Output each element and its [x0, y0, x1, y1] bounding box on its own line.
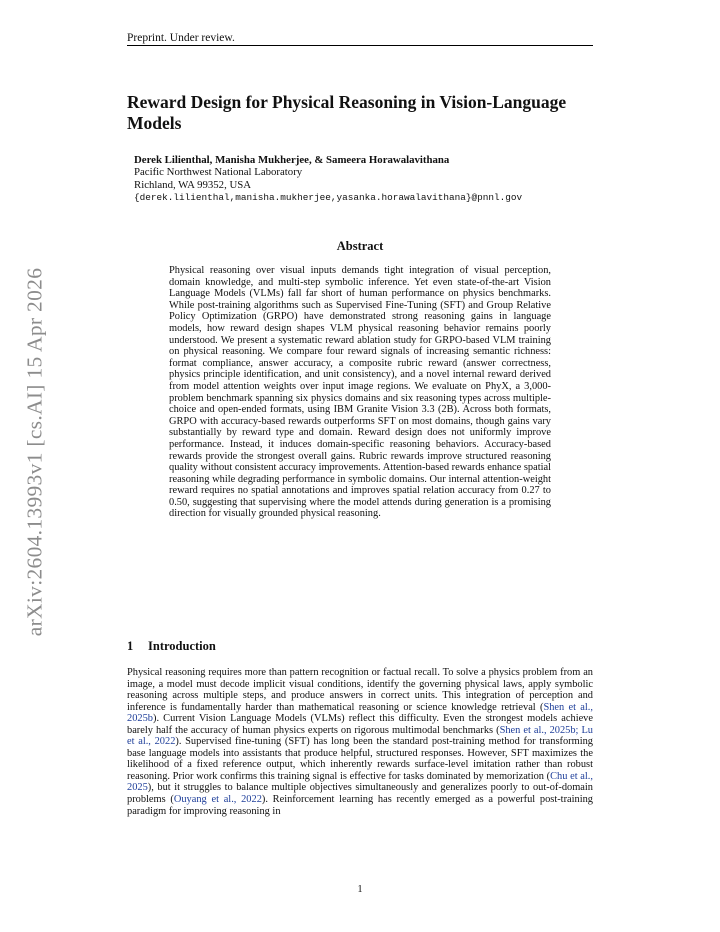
section-number: 1 — [127, 639, 134, 653]
body-text-segment: ). Supervised fine-tuning (SFT) has long been the standard post-training method for transforming base language models into assistants that produce helpful, structured responses. However, SFT maximizes the likelihood of a fixed reference output, which inherently rewards surface-level imitation rather than robust reasoning. Prior work confirms this training signal is effective for tasks dominated by memorization ( — [127, 736, 593, 782]
body-text-segment: ). Reinforcement learning has recently emerged as a powerful post-training paradigm for improving reasoning in — [127, 794, 593, 817]
body-text-segment: ). Current Vision Language Models (VLMs) reflect this difficulty. Even the strongest models achieve barely half the accuracy of human physics experts on rigorous multimodal benchmarks ( — [127, 713, 593, 736]
body-text-segment: Physical reasoning requires more than pattern recognition or factual recall. To solve a physics problem from an image, a model must decode implicit visual conditions, identify the governing physical laws, apply symbolic reasoning across multiple steps, and produce answers in correct units. This integration of perception and inference is fundamentally harder than mathematical reasoning or science knowledge retrieval ( — [127, 667, 593, 713]
paper-title: Reward Design for Physical Reasoning in Vision-Language Models — [127, 92, 567, 133]
introduction-paragraph — [127, 667, 593, 817]
author-block — [134, 154, 594, 205]
running-head: Preprint. Under review. — [127, 32, 235, 44]
body-text-segment: ), but it struggles to balance multiple objectives simultaneously and generalizes poorly to out-of-domain problems ( — [127, 782, 593, 806]
section-heading-introduction — [127, 638, 593, 654]
address: Richland, WA 99352, USA — [134, 178, 252, 191]
citation-link[interactable]: Chu et al., 2025 — [127, 770, 593, 794]
author-emails: {derek.lilienthal,manisha.mukherjee,yasanka.horawalavithana}@pnnl.gov — [134, 192, 523, 204]
affiliation: Pacific Northwest National Laboratory — [134, 166, 303, 179]
header-rule — [127, 45, 593, 46]
abstract-text: Physical reasoning over visual inputs demands tight integration of visual perception, domain knowledge, and multi-step symbolic inference. Yet even state-of-the-art Vision Language Models (VLMs) fall far short of human performance on physics benchmarks. While post-training algorithms such as Supervised Fine-Tuning (SFT) and Group Relative Policy Optimization (GRPO) have demonstrated strong reasoning gains in language models, how reward design shapes VLM physical reasoning behavior remains poorly understood. We present a systematic reward ablation study for GRPO-based VLM training on physical reasoning. We compare four reward signals of increasing semantic richness: format compliance, answer accuracy, a composite rubric reward (answer correctness, physics principle identification, and unit consistency), and a novel internal reward derived from model attention weights over input image regions. We evaluate on PhyX, a 3,000-problem benchmark spanning six physics domains and six reasoning types across multiple-choice and open-ended formats, using IBM Granite Vision 3.3 (2B). Across both formats, GRPO with accuracy-based rewards outperforms SFT on most domains, though gains vary substantially by reward type and domain. Reward design does not uniformly improve performance. Instead, it induces domain-specific reasoning behaviors. Accuracy-based rewards provide the strongest overall gains. Rubric rewards improve structured reasoning quality without consistent accuracy improvements. Attention-based rewards enhance spatial reasoning while degrading performance in symbolic domains. Our internal attention-weight reward requires no spatial annotations and improves spatial relation accuracy from 0.27 to 0.50, suggesting that supervising where the model attends during generation is a promising direction for visually grounded physical reasoning. — [169, 265, 551, 520]
citation-link[interactable]: Shen et al., 2025b; Lu et al., 2022 — [127, 724, 593, 748]
page-number: 1 — [357, 884, 363, 895]
section-title: Introduction — [148, 639, 216, 653]
arxiv-identifier: arXiv:2604.13993v1 [cs.AI] 15 Apr 2026 — [22, 267, 47, 637]
citation-link[interactable]: Ouyang et al., 2022 — [173, 794, 262, 806]
abstract-heading: Abstract — [336, 239, 384, 253]
citation-link[interactable]: Shen et al., 2025b — [127, 701, 594, 725]
author-names: Derek Lilienthal, Manisha Mukherjee, & Sameera Horawalavithana — [134, 154, 450, 166]
